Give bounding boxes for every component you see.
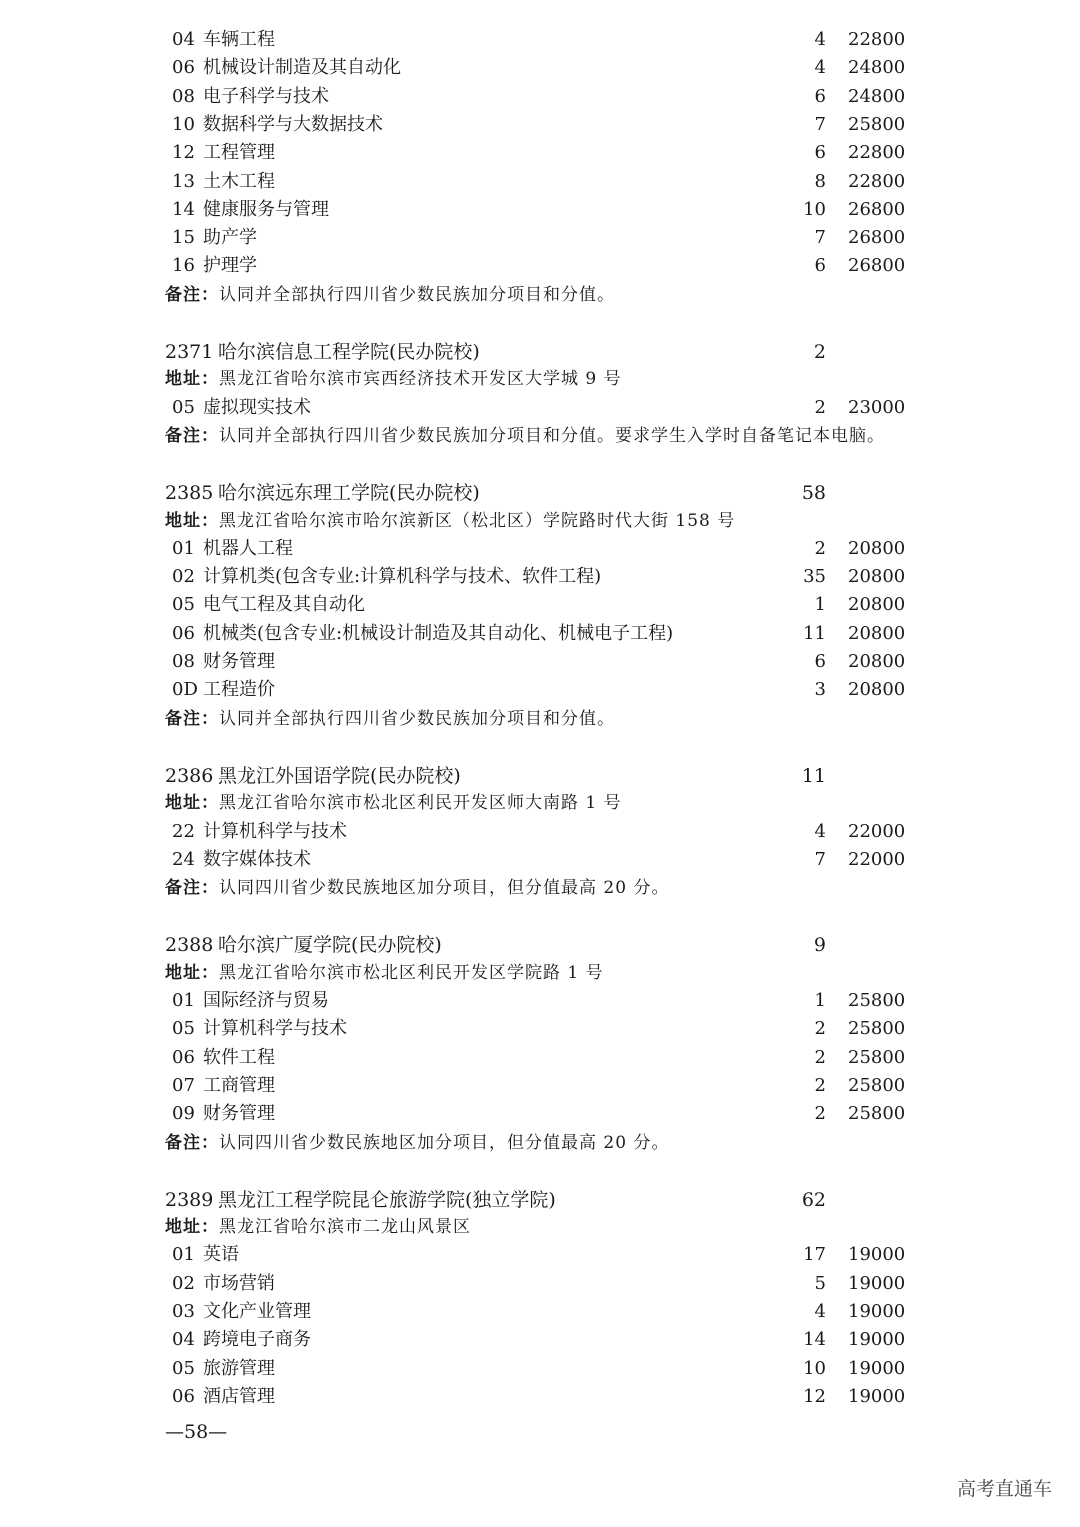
note [165, 874, 669, 902]
program-count: 4 [814, 57, 826, 79]
program-row [0, 196, 1080, 224]
program-fee: 20800 [848, 679, 906, 701]
address-row [0, 789, 1080, 817]
note-text: 认同并全部执行四川省少数民族加分项目和分值。 [219, 708, 615, 729]
program-fee: 24800 [848, 85, 906, 107]
note [165, 422, 885, 450]
program-code: 01 [172, 1244, 195, 1266]
program-row [0, 676, 1080, 704]
program-code: 22 [172, 820, 195, 842]
program-count: 2 [814, 396, 826, 418]
program-name: 虚拟现实技术 [203, 396, 311, 418]
school-header [0, 478, 1080, 508]
program-count: 1 [814, 990, 826, 1011]
program-count: 4 [814, 1301, 826, 1322]
note-label: 备注： [165, 878, 219, 899]
school-name: 哈尔滨远东理工学院(民办院校) [218, 482, 480, 505]
program-row [0, 620, 1080, 648]
school-header [0, 930, 1080, 960]
program-code: 0D [172, 679, 198, 701]
program-name: 旅游管理 [203, 1357, 275, 1379]
program-row [0, 591, 1080, 619]
program-fee: 19000 [848, 1244, 906, 1266]
program-fee: 19000 [848, 1272, 906, 1294]
address-text: 黑龙江省哈尔滨市哈尔滨新区（松北区）学院路时代大街 158 号 [219, 510, 736, 531]
program-name: 机器人工程 [203, 537, 293, 559]
program-code: 05 [172, 1018, 195, 1040]
program-row [0, 394, 1080, 422]
program-count: 2 [814, 1046, 826, 1068]
address-label: 地址： [165, 1217, 219, 1238]
program-code: 12 [172, 142, 195, 164]
program-fee: 25800 [848, 1103, 906, 1125]
address-label: 地址： [165, 962, 219, 983]
program-name: 工商管理 [203, 1074, 275, 1096]
program-row [0, 1326, 1080, 1354]
school-name: 哈尔滨信息工程学院(民办院校) [218, 341, 480, 363]
school-name: 黑龙江工程学院昆仑旅游学院(独立学院) [218, 1188, 556, 1211]
program-name: 工程造价 [203, 679, 275, 701]
address-label: 地址： [165, 793, 219, 814]
school-code: 2385 [165, 482, 214, 505]
page-number: —58— [165, 1421, 228, 1443]
note-row [0, 422, 1080, 450]
program-code: 15 [172, 227, 195, 249]
program-name: 土木工程 [203, 170, 275, 192]
school-code: 2389 [165, 1188, 214, 1211]
program-name: 酒店管理 [203, 1385, 275, 1407]
program-row [0, 111, 1080, 139]
address-label: 地址： [165, 510, 219, 531]
program-name: 电气工程及其自动化 [203, 594, 365, 616]
program-code: 13 [172, 170, 195, 192]
program-fee: 26800 [848, 198, 906, 220]
program-code: 04 [172, 29, 195, 50]
program-fee: 22800 [848, 170, 906, 192]
program-name: 车辆工程 [203, 29, 275, 50]
program-name: 助产学 [203, 227, 257, 249]
program-fee: 19000 [848, 1385, 906, 1407]
school-total: 9 [813, 934, 826, 957]
program-row [0, 26, 1080, 54]
program-row [0, 818, 1080, 846]
program-code: 24 [172, 848, 195, 870]
note [165, 281, 615, 309]
program-row [0, 563, 1080, 591]
program-count: 8 [814, 170, 826, 192]
program-count: 4 [814, 820, 826, 842]
address-text: 黑龙江省哈尔滨市松北区利民开发区学院路 1 号 [219, 962, 604, 983]
program-name: 数据科学与大数据技术 [203, 113, 383, 135]
address-row [0, 1213, 1080, 1241]
program-name: 跨境电子商务 [203, 1329, 311, 1351]
program-count: 2 [814, 1103, 826, 1125]
program-code: 08 [172, 85, 195, 107]
address-text: 黑龙江省哈尔滨市松北区利民开发区师大南路 1 号 [219, 793, 622, 814]
program-row [0, 846, 1080, 874]
program-count: 11 [803, 622, 826, 644]
program-row [0, 1241, 1080, 1269]
program-count: 7 [814, 848, 826, 870]
program-name: 软件工程 [203, 1046, 275, 1068]
program-count: 2 [814, 537, 826, 559]
program-code: 14 [172, 198, 195, 220]
program-code: 10 [172, 113, 195, 135]
program-fee: 24800 [848, 57, 906, 79]
program-row [0, 1355, 1080, 1383]
program-code: 03 [172, 1301, 195, 1322]
program-count: 4 [814, 29, 826, 50]
program-row [0, 83, 1080, 111]
program-name: 工程管理 [203, 142, 275, 164]
program-fee: 19000 [848, 1329, 906, 1351]
program-row [0, 987, 1080, 1015]
program-code: 04 [172, 1329, 195, 1351]
address [165, 959, 604, 987]
program-code: 06 [172, 57, 195, 79]
address [165, 789, 622, 817]
program-name: 文化产业管理 [203, 1301, 311, 1322]
note [165, 705, 615, 733]
program-fee: 19000 [848, 1301, 906, 1322]
program-count: 10 [803, 1357, 826, 1379]
program-fee: 22000 [848, 820, 906, 842]
school-header [0, 1185, 1080, 1215]
program-name: 护理学 [203, 255, 257, 277]
program-fee: 23000 [848, 396, 906, 418]
program-fee: 25800 [848, 1074, 906, 1096]
program-fee: 20800 [848, 594, 906, 616]
program-code: 05 [172, 594, 195, 616]
program-name: 英语 [203, 1244, 239, 1266]
address [165, 1213, 471, 1241]
program-code: 02 [172, 566, 195, 588]
program-row [0, 252, 1080, 280]
program-row [0, 224, 1080, 252]
note-row [0, 705, 1080, 733]
note-text: 认同并全部执行四川省少数民族加分项目和分值。 [219, 284, 615, 305]
program-code: 06 [172, 1385, 195, 1407]
program-row [0, 1072, 1080, 1100]
address-text: 黑龙江省哈尔滨市二龙山风景区 [219, 1217, 471, 1238]
program-fee: 25800 [848, 1018, 906, 1040]
school-name: 黑龙江外国语学院(民办院校) [218, 764, 461, 787]
program-name: 财务管理 [203, 1103, 275, 1125]
program-count: 7 [814, 227, 826, 249]
school-total: 11 [801, 764, 826, 787]
program-code: 08 [172, 651, 195, 672]
program-code: 01 [172, 537, 195, 559]
program-count: 2 [814, 1074, 826, 1096]
note-row [0, 874, 1080, 902]
address-label: 地址： [165, 369, 219, 390]
program-count: 3 [814, 679, 826, 701]
note [165, 1129, 669, 1157]
program-count: 1 [814, 594, 826, 616]
program-count: 6 [814, 142, 826, 164]
note-label: 备注： [165, 425, 219, 446]
program-fee: 25800 [848, 990, 906, 1011]
program-name: 计算机类(包含专业:计算机科学与技术、软件工程) [203, 566, 602, 588]
program-fee: 26800 [848, 255, 906, 277]
program-row [0, 1383, 1080, 1411]
school-total: 2 [813, 341, 826, 363]
address-row [0, 365, 1080, 393]
program-row [0, 54, 1080, 82]
note-text: 认同四川省少数民族地区加分项目，但分值最高 20 分。 [219, 878, 670, 899]
program-count: 35 [803, 566, 826, 588]
program-fee: 22800 [848, 142, 906, 164]
program-row [0, 1270, 1080, 1298]
program-row [0, 1298, 1080, 1326]
program-fee: 25800 [848, 113, 906, 135]
program-row [0, 1015, 1080, 1043]
program-name: 机械类(包含专业:机械设计制造及其自动化、机械电子工程) [203, 622, 674, 644]
program-fee: 19000 [848, 1357, 906, 1379]
note-row [0, 281, 1080, 309]
program-count: 12 [803, 1385, 826, 1407]
program-count: 6 [814, 651, 826, 672]
program-fee: 22000 [848, 848, 906, 870]
program-code: 16 [172, 255, 195, 277]
school-name: 哈尔滨广厦学院(民办院校) [218, 934, 442, 957]
program-row [0, 1100, 1080, 1128]
note-text: 认同四川省少数民族地区加分项目，但分值最高 20 分。 [219, 1132, 670, 1153]
program-name: 计算机科学与技术 [203, 820, 347, 842]
program-name: 计算机科学与技术 [203, 1018, 347, 1040]
program-row [0, 168, 1080, 196]
school-total: 62 [801, 1188, 826, 1211]
program-code: 07 [172, 1074, 195, 1096]
program-fee: 20800 [848, 566, 906, 588]
program-fee: 20800 [848, 622, 906, 644]
program-fee: 25800 [848, 1046, 906, 1068]
program-code: 05 [172, 396, 195, 418]
address [165, 365, 622, 393]
note-label: 备注： [165, 284, 219, 305]
program-name: 数字媒体技术 [203, 848, 311, 870]
school-header [0, 337, 1080, 367]
school-code: 2386 [165, 764, 214, 787]
school-header [0, 761, 1080, 791]
program-fee: 20800 [848, 537, 906, 559]
program-code: 09 [172, 1103, 195, 1125]
watermark: 高考直通车 [956, 1478, 1052, 1500]
program-count: 6 [814, 255, 826, 277]
school-code: 2388 [165, 934, 214, 957]
program-code: 06 [172, 622, 195, 644]
program-name: 机械设计制造及其自动化 [203, 57, 401, 79]
program-row [0, 139, 1080, 167]
program-name: 市场营销 [203, 1272, 275, 1294]
program-fee: 26800 [848, 227, 906, 249]
school-code: 2371 [165, 341, 214, 363]
program-count: 14 [803, 1329, 826, 1351]
program-count: 7 [814, 113, 826, 135]
program-name: 电子科学与技术 [203, 85, 329, 107]
program-count: 2 [814, 1018, 826, 1040]
program-code: 02 [172, 1272, 195, 1294]
program-code: 05 [172, 1357, 195, 1379]
program-name: 健康服务与管理 [203, 198, 329, 220]
program-fee: 20800 [848, 651, 906, 672]
program-count: 10 [803, 198, 826, 220]
program-count: 17 [803, 1244, 826, 1266]
program-row [0, 535, 1080, 563]
school-total: 58 [801, 482, 826, 505]
program-code: 01 [172, 990, 195, 1011]
note-label: 备注： [165, 1132, 219, 1153]
program-name: 国际经济与贸易 [203, 990, 329, 1011]
note-text: 认同并全部执行四川省少数民族加分项目和分值。要求学生入学时自备笔记本电脑。 [219, 425, 885, 446]
program-row [0, 1044, 1080, 1072]
address-row [0, 959, 1080, 987]
program-name: 财务管理 [203, 651, 275, 672]
program-count: 5 [814, 1272, 826, 1294]
note-label: 备注： [165, 708, 219, 729]
address-text: 黑龙江省哈尔滨市宾西经济技术开发区大学城 9 号 [219, 369, 622, 390]
address-row [0, 507, 1080, 535]
program-fee: 22800 [848, 29, 906, 50]
note-row [0, 1129, 1080, 1157]
address [165, 507, 735, 535]
program-code: 06 [172, 1046, 195, 1068]
program-count: 6 [814, 85, 826, 107]
program-row [0, 648, 1080, 676]
